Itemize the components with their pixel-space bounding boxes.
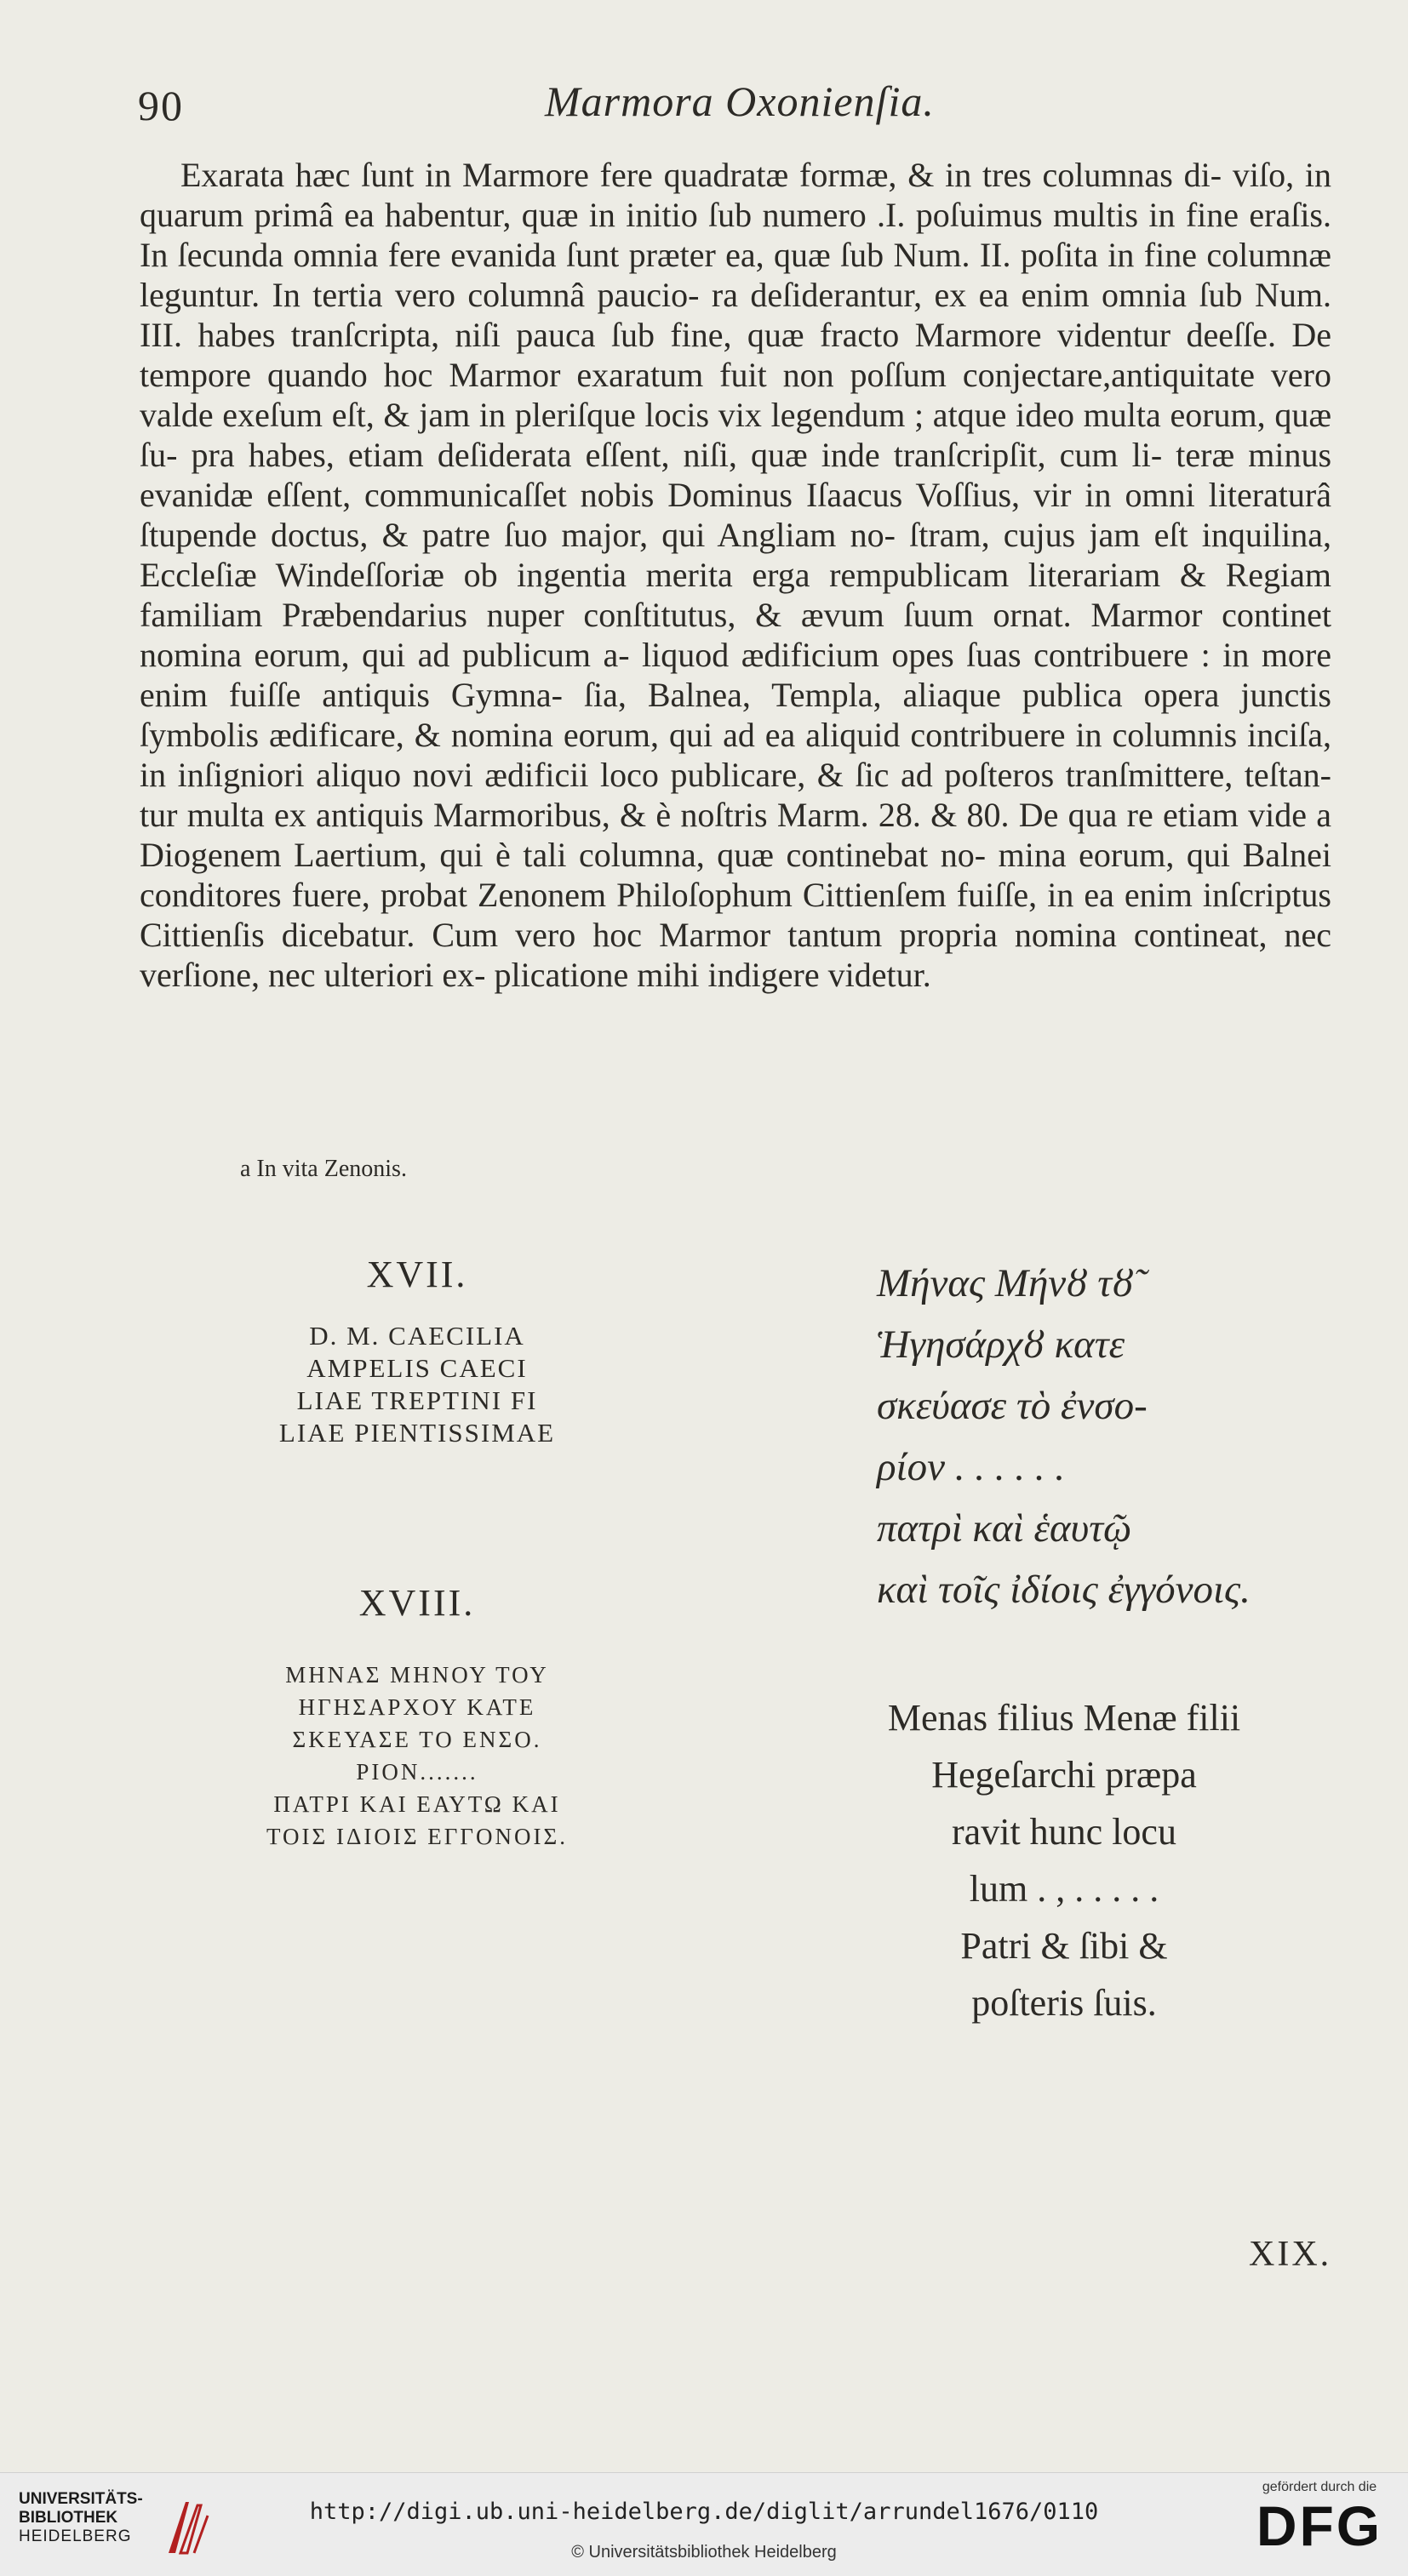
translation-line: lum . , . . . . . — [969, 1868, 1159, 1910]
body-line: eſt, & jam in pleriſque locis vix legendum ; atque ideo multa eorum, quæ ſu- — [140, 396, 1332, 474]
latin-inscription — [170, 1320, 664, 1449]
running-title: Marmora Oxonienſia. — [545, 77, 935, 125]
transcription-line: σκεύασε τὸ ἐνσο- — [877, 1384, 1148, 1428]
footnote: a In vita Zenonis. — [240, 1156, 407, 1182]
latin-translation — [800, 1689, 1328, 2031]
body-line: Marmor exaratum fuit non poſſum conjectare,antiquitate vero valde exeſum — [140, 356, 1331, 434]
inscription-line: ΡΙΟΝ....... — [356, 1759, 478, 1785]
page-number: 90 — [138, 82, 184, 129]
translation-line: ravit hunc locu — [952, 1811, 1176, 1853]
sponsor-label: gefördert durch die — [1262, 2480, 1377, 2494]
body-paragraph — [140, 155, 1331, 995]
translation-line: Patri & ſibi & — [960, 1925, 1168, 1967]
body-line: nomina eorum, qui ad ea aliquid contribuere in columnis inciſa, in inſigniori — [140, 716, 1332, 794]
body-line: ſia, Balnea, Templa, aliaque publica opera junctis ſymbolis ædificare, & — [140, 676, 1331, 754]
translation-line: Menas filius Menæ filii — [887, 1697, 1241, 1739]
library-line: BIBLIOTHEK — [19, 2509, 118, 2527]
body-text — [140, 155, 1331, 995]
source-url-link[interactable]: http://digi.ub.uni-heidelberg.de/diglit/arrundel1676/0110 — [309, 2499, 1099, 2525]
transcription-line: Ἡγησάρχȣ κατε — [877, 1322, 1125, 1367]
body-line: ra deſiderantur, ex ea enim omnia ſub Num. III. habes tranſcripta, niſi pauca — [140, 276, 1331, 354]
inscription-line: ΤΟΙΣ ΙΔΙΟΙΣ ΕΓΓΟΝΟΙΣ. — [266, 1824, 568, 1849]
body-line: etiam vide a Diogenem Laertium, qui è tali columna, quæ continebat no- — [140, 796, 1332, 874]
body-line: mina eorum, qui Balnei conditores fuere, probat Zenonem Philoſophum — [140, 836, 1331, 914]
greek-capital-inscription — [170, 1659, 664, 1853]
transcription-line: ρίον . . . . . . — [877, 1445, 1065, 1489]
body-line: multis in fine eraſis. In ſecunda omnia fere evanida ſunt præter ea, quæ ſub — [140, 196, 1331, 274]
library-line: UNIVERSITÄTS- — [19, 2490, 143, 2508]
library-line: HEIDELBERG — [19, 2527, 132, 2545]
footer-bar — [0, 2472, 1408, 2576]
inscription-line: AMPELIS CAECI — [306, 1353, 528, 1383]
body-line: tur multa ex antiquis Marmoribus, & è noſtris Marm. 28. & 80. De qua re — [140, 796, 1153, 834]
inscription-line: LIAE TREPTINI FI — [296, 1385, 538, 1415]
translation-line: poſteris ſuis. — [971, 1982, 1157, 2024]
body-line: rempublicam literariam & Regiam familiam Præbendarius nuper conſtitutus, — [140, 556, 1331, 634]
copyright-notice: © Universitätsbibliothek Heidelberg — [571, 2543, 837, 2562]
catchword: XIX. — [1249, 2235, 1332, 2274]
body-line: Cittienſem fuiſſe, in ea enim inſcriptus Cittienſis dicebatur. Cum vero hoc — [140, 876, 1332, 954]
body-line: liquod ædificium opes ſuas contribuere : in more enim fuiſſe antiquis Gymna- — [140, 636, 1332, 714]
body-line: viſo, in quarum primâ ea habentur, quæ in initio ſub numero .I. poſuimus — [140, 156, 1332, 234]
body-line: ſub fine, quæ fracto Marmore videntur deeſſe. De tempore quando hoc — [140, 316, 1331, 394]
body-line: ſtram, cujus jam eſt inquilina, Eccleſiæ Windeſſoriæ ob ingentia merita erga — [140, 516, 1332, 594]
body-line: aliquo novi ædificii loco publicare, & ſic ad poſteros tranſmittere, teſtan- — [316, 756, 1331, 794]
transcription-line: Μήνας Μήνȣ τȣ̃ — [877, 1261, 1134, 1305]
body-line: Marmor tantum propria nomina contineat, nec verſione, nec ulteriori ex- — [140, 916, 1332, 994]
inscription-number: XVII. — [366, 1254, 468, 1295]
inscription-17 — [170, 1253, 664, 1449]
body-line: Num. II. poſita in fine columnæ leguntur. In tertia vero columnâ paucio- — [140, 236, 1331, 314]
greek-transcription — [877, 1253, 1319, 1620]
body-line: & ævum ſuum ornat. Marmor continet nomina eorum, qui ad publicum a- — [140, 596, 1332, 674]
inscription-number: XVIII. — [358, 1582, 476, 1624]
inscription-line: ΗΓΗΣΑΡΧΟΥ ΚΑΤΕ — [298, 1694, 536, 1720]
inscription-line: ΜΗΝΑΣ ΜΗΝΟΥ ΤΟΥ — [285, 1662, 549, 1688]
dfg-logo: DFG — [1256, 2494, 1383, 2557]
inscription-18 — [170, 1581, 664, 1853]
body-line: plicatione mihi indigere videtur. — [494, 956, 931, 994]
transcription-line: καὶ τοῖς ἰδίοις ἐγγόνοις. — [877, 1568, 1251, 1612]
body-line: pra habes, etiam deſiderata eſſent, niſi, quæ inde tranſcripſit, cum li- — [191, 436, 1163, 474]
transcription-line: πατρὶ καὶ ἑαυτῷ — [877, 1506, 1132, 1551]
body-line: teræ minus evanidæ eſſent, communicaſſet nobis Dominus Iſaacus Voſſius, — [140, 436, 1332, 514]
translation-line: Hegeſarchi præpa — [931, 1754, 1197, 1796]
inscription-line: D. M. CAECILIA — [309, 1321, 525, 1351]
inscription-line: LIAE PIENTISSIMAE — [278, 1418, 556, 1448]
dfg-sponsor[interactable] — [1243, 2480, 1396, 2556]
body-line: vir in omni literaturâ ſtupende doctus, & patre ſuo major, qui Angliam no- — [140, 476, 1331, 554]
inscription-line: ΠΑΤΡΙ ΚΑΙ ΕΑΥΤΩ ΚΑΙ — [273, 1791, 561, 1817]
inscription-line: ΣΚΕΥΑΣΕ ΤΟ ΕΝΣΟ. — [292, 1727, 542, 1752]
body-line: Exarata hæc ſunt in Marmore fere quadratæ formæ, & in tres columnas di- — [180, 156, 1222, 194]
